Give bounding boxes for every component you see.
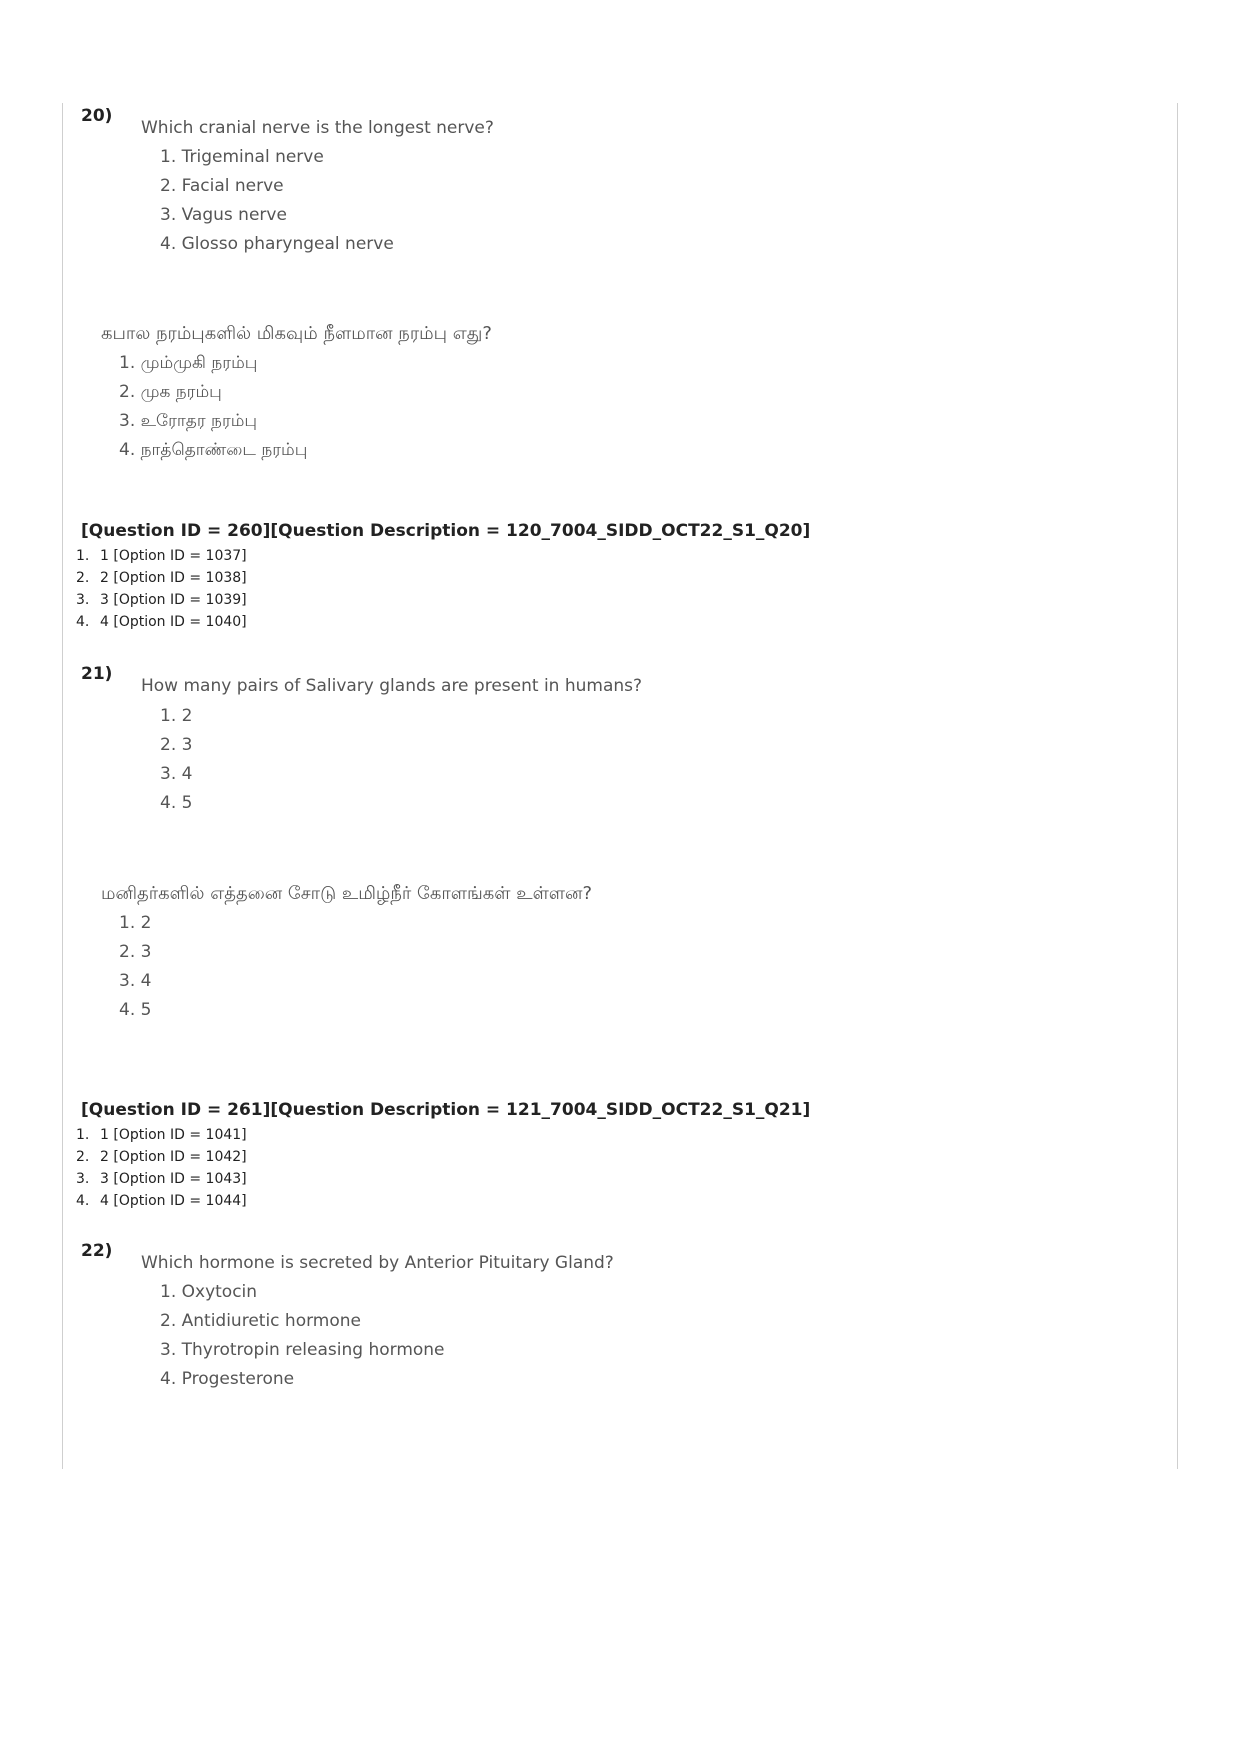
option-english: 4. Glosso pharyngeal nerve — [160, 234, 394, 254]
option-english: 4. 5 — [160, 793, 193, 813]
question-meta-options — [76, 545, 247, 633]
option-tamil: 3. உரோதர நரம்பு — [119, 411, 258, 431]
question-number: 20) — [81, 106, 113, 126]
meta-option-index: 1. — [76, 548, 90, 564]
option-tamil: 2. 3 — [119, 942, 152, 962]
question-text-english: Which cranial nerve is the longest nerve? — [141, 118, 494, 138]
question-meta-title: [Question ID = 261][Question Description = 121_7004_SIDD_OCT22_S1_Q21] — [81, 1100, 811, 1120]
meta-option-text: 4 [Option ID = 1040] — [100, 614, 247, 630]
options-tamil — [119, 349, 307, 465]
question-number: 22) — [81, 1241, 113, 1261]
meta-option-index: 1. — [76, 1127, 90, 1143]
meta-option — [76, 611, 247, 633]
meta-option-text: 1 [Option ID = 1041] — [100, 1127, 247, 1143]
option-english: 2. 3 — [160, 735, 193, 755]
meta-option — [76, 1146, 247, 1168]
option-english: 2. Facial nerve — [160, 176, 284, 196]
question-text-english: How many pairs of Salivary glands are present in humans? — [141, 676, 643, 696]
question-text-english: Which hormone is secreted by Anterior Pituitary Gland? — [141, 1253, 614, 1273]
options-tamil — [119, 909, 151, 1025]
option-english: 3. Vagus nerve — [160, 205, 287, 225]
meta-option — [76, 1190, 247, 1212]
meta-option-index: 2. — [76, 570, 90, 586]
meta-option — [76, 1168, 247, 1190]
option-english: 2. Antidiuretic hormone — [160, 1311, 361, 1331]
question-meta-title: [Question ID = 260][Question Description = 120_7004_SIDD_OCT22_S1_Q20] — [81, 521, 811, 541]
option-english: 1. Trigeminal nerve — [160, 147, 324, 167]
meta-option-text: 3 [Option ID = 1039] — [100, 592, 247, 608]
option-english: 1. 2 — [160, 706, 193, 726]
question-text-tamil: கபால நரம்புகளில் மிகவும் நீளமான நரம்பு எது? — [101, 323, 492, 344]
options-english — [160, 702, 192, 818]
meta-option-text: 3 [Option ID = 1043] — [100, 1171, 247, 1187]
option-tamil: 1. 2 — [119, 913, 152, 933]
option-english: 1. Oxytocin — [160, 1282, 258, 1302]
meta-option-text: 1 [Option ID = 1037] — [100, 548, 247, 564]
option-english: 3. 4 — [160, 764, 193, 784]
option-tamil: 4. நாத்தொண்டை நரம்பு — [119, 440, 308, 460]
option-english: 4. Progesterone — [160, 1369, 295, 1389]
question-number: 21) — [81, 664, 113, 684]
meta-option-index: 3. — [76, 1171, 90, 1187]
meta-option-text: 4 [Option ID = 1044] — [100, 1193, 247, 1209]
options-english — [160, 143, 394, 259]
meta-option-text: 2 [Option ID = 1042] — [100, 1149, 247, 1165]
meta-option — [76, 545, 247, 567]
question-meta-options — [76, 1124, 247, 1212]
option-tamil: 1. மும்முகி நரம்பு — [119, 353, 258, 373]
options-english — [160, 1278, 445, 1394]
meta-option — [76, 1124, 247, 1146]
meta-option — [76, 589, 247, 611]
option-tamil: 3. 4 — [119, 971, 152, 991]
meta-option-index: 3. — [76, 592, 90, 608]
meta-option-index: 4. — [76, 1193, 90, 1209]
question-text-tamil: மனிதர்களில் எத்தனை சோடு உமிழ்நீர் கோளங்கள் உள்ளன? — [101, 883, 593, 904]
option-english: 3. Thyrotropin releasing hormone — [160, 1340, 445, 1360]
meta-option — [76, 567, 247, 589]
meta-option-index: 2. — [76, 1149, 90, 1165]
meta-option-text: 2 [Option ID = 1038] — [100, 570, 247, 586]
meta-option-index: 4. — [76, 614, 90, 630]
option-tamil: 2. முக நரம்பு — [119, 382, 222, 402]
option-tamil: 4. 5 — [119, 1000, 152, 1020]
